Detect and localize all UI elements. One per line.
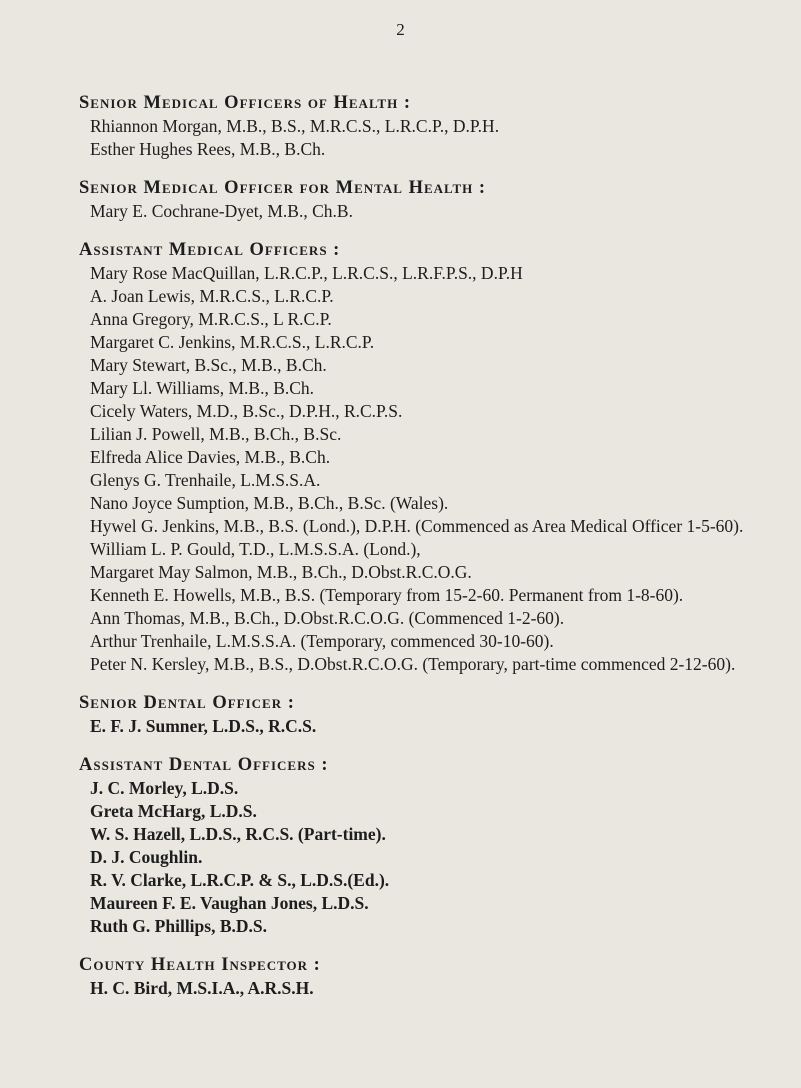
staff-entry: W. S. Hazell, L.D.S., R.C.S. (Part-time). <box>90 824 386 844</box>
section-heading: Senior Medical Officers of Health : <box>79 93 411 113</box>
staff-entry: Cicely Waters, M.D., B.Sc., D.P.H., R.C.P.S. <box>90 401 403 421</box>
staff-entry: Kenneth E. Howells, M.B., B.S. (Temporary from 15-2-60. Permanent from 1-8-60). <box>90 585 684 605</box>
staff-entry: Nano Joyce Sumption, M.B., B.Ch., B.Sc. (Wales). <box>90 493 449 513</box>
section-senior-medical-officer-mental-health <box>79 177 791 223</box>
section-heading: Assistant Medical Officers : <box>79 240 341 260</box>
staff-entry: William L. P. Gould, T.D., L.M.S.S.A. (Lond.), <box>90 539 421 559</box>
staff-entry: Esther Hughes Rees, M.B., B.Ch. <box>90 139 326 159</box>
staff-entry: Mary Rose MacQuillan, L.R.C.P., L.R.C.S., L.R.F.P.S., D.P.H <box>90 263 523 283</box>
staff-list <box>79 92 791 1016</box>
staff-entry: Glenys G. Trenhaile, L.M.S.S.A. <box>90 470 321 490</box>
staff-entry: Peter N. Kersley, M.B., B.S., D.Obst.R.C.O.G. (Temporary, part-time commenced 2-12-60). <box>90 654 736 674</box>
staff-entry: Ann Thomas, M.B., B.Ch., D.Obst.R.C.O.G. (Commenced 1-2-60). <box>90 608 565 628</box>
staff-entry: Greta McHarg, L.D.S. <box>90 801 257 821</box>
staff-entry: Ruth G. Phillips, B.D.S. <box>90 916 267 936</box>
section-senior-dental-officer <box>79 692 791 738</box>
staff-entry: Rhiannon Morgan, M.B., B.S., M.R.C.S., L.R.C.P., D.P.H. <box>90 116 500 136</box>
section-assistant-medical-officers <box>79 239 791 676</box>
staff-entry: Hywel G. Jenkins, M.B., B.S. (Lond.), D.P.H. (Commenced as Area Medical Officer 1-5-60). <box>90 516 744 536</box>
section-heading: County Health Inspector : <box>79 955 321 975</box>
staff-entry: Maureen F. E. Vaughan Jones, L.D.S. <box>90 893 369 913</box>
page-number: 2 <box>396 20 405 39</box>
staff-entry: Arthur Trenhaile, L.M.S.S.A. (Temporary, commenced 30-10-60). <box>90 631 554 651</box>
staff-entry: Lilian J. Powell, M.B., B.Ch., B.Sc. <box>90 424 342 444</box>
staff-entry: Anna Gregory, M.R.C.S., L R.C.P. <box>90 309 332 329</box>
section-assistant-dental-officers <box>79 754 791 938</box>
staff-entry: Margaret May Salmon, M.B., B.Ch., D.Obst.R.C.O.G. <box>90 562 472 582</box>
staff-entry: A. Joan Lewis, M.R.C.S., L.R.C.P. <box>90 286 334 306</box>
section-heading: Assistant Dental Officers : <box>79 755 329 775</box>
section-heading: Senior Medical Officer for Mental Health : <box>79 178 487 198</box>
section-heading: Senior Dental Officer : <box>79 693 295 713</box>
staff-entry: R. V. Clarke, L.R.C.P. & S., L.D.S.(Ed.). <box>90 870 390 890</box>
section-county-health-inspector <box>79 954 791 1000</box>
staff-entry: Margaret C. Jenkins, M.R.C.S., L.R.C.P. <box>90 332 375 352</box>
staff-entry: H. C. Bird, M.S.I.A., A.R.S.H. <box>90 978 314 998</box>
staff-entry: E. F. J. Sumner, L.D.S., R.C.S. <box>90 716 317 736</box>
staff-entry: Elfreda Alice Davies, M.B., B.Ch. <box>90 447 331 467</box>
section-senior-medical-officers <box>79 92 791 161</box>
staff-entry: Mary Ll. Williams, M.B., B.Ch. <box>90 378 315 398</box>
staff-entry: Mary Stewart, B.Sc., M.B., B.Ch. <box>90 355 327 375</box>
staff-entry: D. J. Coughlin. <box>90 847 203 867</box>
staff-entry: J. C. Morley, L.D.S. <box>90 778 239 798</box>
staff-entry: Mary E. Cochrane-Dyet, M.B., Ch.B. <box>90 201 353 221</box>
